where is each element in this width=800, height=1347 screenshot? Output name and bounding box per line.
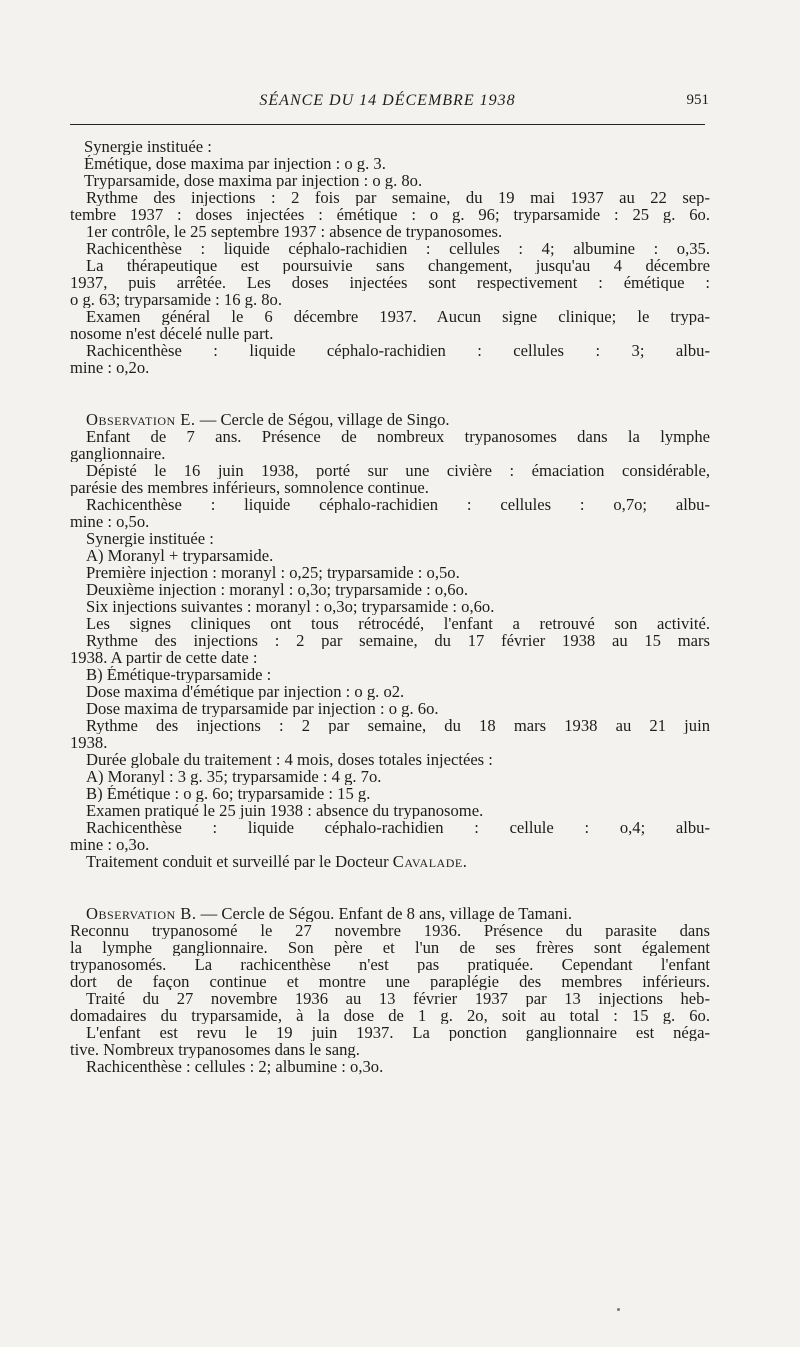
text-line: nosome n'est décelé nulle part. <box>70 325 274 342</box>
text-line: mine : o,2o. <box>70 359 150 376</box>
text-line: Rachicenthèse : liquide céphalo-rachidien : cellules : 3; albu- <box>86 342 710 359</box>
text-line: Rythme des injections : 2 par semaine, du 17 février 1938 au 15 mars <box>86 632 710 649</box>
text-line: Dépisté le 16 juin 1938, porté sur une civière : émaciation considérable, <box>86 462 710 479</box>
text-line: Rythme des injections : 2 fois par semaine, du 19 mai 1937 au 22 sep- <box>86 189 710 206</box>
text-line: 1937, puis arrêtée. Les doses injectées sont respectivement : émétique : <box>70 274 710 291</box>
observation-e <box>70 411 710 870</box>
text-line: A) Moranyl : 3 g. 35; tryparsamide : 4 g. 7o. <box>86 768 382 785</box>
text-line: Six injections suivantes : moranyl : o,3o; tryparsamide : o,6o. <box>86 598 495 615</box>
text-line: Durée globale du traitement : 4 mois, doses totales injectées : <box>86 751 493 768</box>
text-line: Rachicenthèse : liquide céphalo-rachidien : cellules : 4; albumine : o,35. <box>86 240 710 257</box>
text-line: tembre 1937 : doses injectées : émétique : o g. 96; tryparsamide : 25 g. 6o. <box>70 206 710 223</box>
text-line: domadaires du tryparsamide, à la dose de 1 g. 2o, soit au total : 15 g. 6o. <box>70 1007 710 1024</box>
text-line: Émétique, dose maxima par injection : o g. 3. <box>84 155 386 172</box>
text-line: Dose maxima de tryparsamide par injection : o g. 6o. <box>86 700 439 717</box>
closing-line <box>70 853 710 870</box>
observation-label: Observation B. <box>86 905 197 922</box>
text-line: Enfant de 7 ans. Présence de nombreux trypanosomes dans la lymphe <box>86 428 710 445</box>
doctor-name: Cavalade. <box>392 853 468 870</box>
observation-b <box>70 905 710 1075</box>
text-line: ganglionnaire. <box>70 445 166 462</box>
print-speck <box>617 1308 620 1311</box>
text-line: mine : o,5o. <box>70 513 150 530</box>
text-line: Rachicenthèse : liquide céphalo-rachidien : cellule : o,4; albu- <box>86 819 710 836</box>
text-line: Rythme des injections : 2 par semaine, du 18 mars 1938 au 21 juin <box>86 717 710 734</box>
text-line: Synergie instituée : <box>84 138 212 155</box>
text-line: B) Émétique : o g. 6o; tryparsamide : 15 g. <box>86 785 371 802</box>
text-line: la lymphe ganglionnaire. Son père et l'un de ses frères sont également <box>70 939 710 956</box>
header-rule <box>70 124 705 125</box>
page-header <box>70 92 709 122</box>
body-text <box>70 138 710 1075</box>
text-line: Synergie instituée : <box>86 530 214 547</box>
text-line: Deuxième injection : moranyl : o,3o; tryparsamide : o,6o. <box>86 581 469 598</box>
text-line: dort de façon continue et montre une paraplégie des membres inférieurs. <box>70 973 710 990</box>
paragraph-gap <box>70 870 710 905</box>
text-line: trypanosomés. La rachicenthèse n'est pas pratiquée. Cependant l'enfant <box>70 956 710 973</box>
observation-label: Observation E. <box>86 411 196 428</box>
text-line: parésie des membres inférieurs, somnolence continue. <box>70 479 429 496</box>
paragraph-gap <box>70 376 710 411</box>
observation-heading-text: — Cercle de Ségou, village de Singo. <box>195 411 450 428</box>
text-line: o g. 63; tryparsamide : 16 g. 8o. <box>70 291 282 308</box>
text-line: Rachicenthèse : liquide céphalo-rachidien : cellules : o,7o; albu- <box>86 496 710 513</box>
text-line: Dose maxima d'émétique par injection : o g. o2. <box>86 683 405 700</box>
observation-heading <box>70 905 710 922</box>
text-line: Tryparsamide, dose maxima par injection : o g. 8o. <box>84 172 423 189</box>
text-line: B) Émétique-tryparsamide : <box>86 666 272 683</box>
text-line: Examen général le 6 décembre 1937. Aucun signe clinique; le trypa- <box>86 308 710 325</box>
page-number: 951 <box>686 92 709 108</box>
text-line: L'enfant est revu le 19 juin 1937. La ponction ganglionnaire est néga- <box>86 1024 710 1041</box>
text-line: Les signes cliniques ont tous rétrocédé, l'enfant a retrouvé son activité. <box>86 615 710 632</box>
text-line: A) Moranyl + tryparsamide. <box>86 547 274 564</box>
text-line: 1er contrôle, le 25 septembre 1937 : absence de trypanosomes. <box>86 223 503 240</box>
text-line: Examen pratiqué le 25 juin 1938 : absence du trypanosome. <box>86 802 484 819</box>
text-line: Reconnu trypanosomé le 27 novembre 1936. Présence du parasite dans <box>70 922 710 939</box>
closing-text: Traitement conduit et surveillé par le Docteur <box>86 853 393 870</box>
section-synergie <box>70 138 710 376</box>
text-line: Première injection : moranyl : o,25; tryparsamide : o,5o. <box>86 564 460 581</box>
text-line: Traité du 27 novembre 1936 au 13 février 1937 par 13 injections heb- <box>86 990 710 1007</box>
text-line: 1938. A partir de cette date : <box>70 649 258 666</box>
text-line: mine : o,3o. <box>70 836 150 853</box>
text-line: tive. Nombreux trypanosomes dans le sang. <box>70 1041 360 1058</box>
observation-heading-text: — Cercle de Ségou. Enfant de 8 ans, village de Tamani. <box>196 905 572 922</box>
running-head: SÉANCE DU 14 DÉCEMBRE 1938 <box>259 92 516 109</box>
observation-heading <box>70 411 710 428</box>
text-line: Rachicenthèse : cellules : 2; albumine : o,3o. <box>86 1058 384 1075</box>
text-line: 1938. <box>70 734 108 751</box>
text-line: La thérapeutique est poursuivie sans changement, jusqu'au 4 décembre <box>86 257 710 274</box>
